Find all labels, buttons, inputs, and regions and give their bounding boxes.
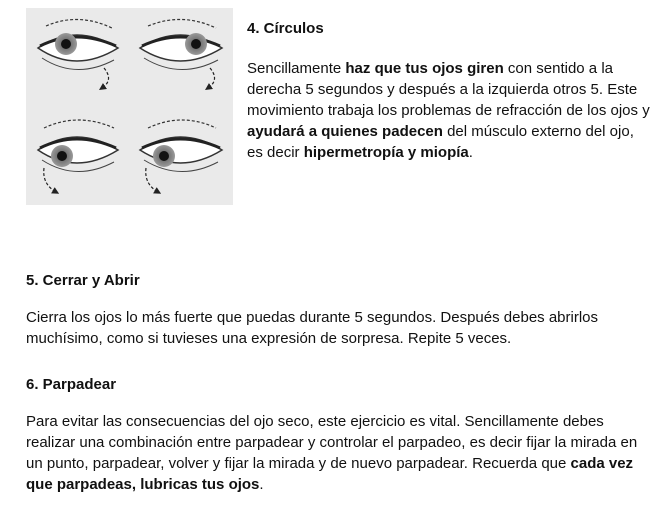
section-4-heading: 4. Círculos	[247, 20, 324, 37]
section-6	[26, 374, 646, 495]
eye-bottom-left	[38, 120, 118, 192]
section-4-paragraph	[247, 58, 652, 163]
emphasis-text: ayudará a quienes padecen	[247, 123, 443, 140]
section-5-heading: 5. Cerrar y Abrir	[26, 272, 140, 289]
text-run: .	[468, 144, 473, 161]
eye-bottom-right	[140, 120, 222, 192]
emphasis-text: hipermetropía y miopía	[303, 144, 469, 161]
section-6-heading: 6. Parpadear	[26, 376, 117, 393]
text-run: del músculo externo del ojo, es decir	[247, 123, 634, 161]
text-run: Sencillamente	[247, 60, 346, 77]
eye-top-left	[38, 19, 118, 88]
emphasis-text: haz que tus ojos giren	[345, 60, 504, 77]
section-4	[247, 18, 652, 163]
text-run: con sentido a la derecha 5 segundos y después a la izquierda otros 5. Este movimiento trabaja los problemas de refracción de los ojos y	[247, 60, 650, 119]
text-run: Para evitar las consecuencias del ojo seco, este ejercicio es vital. Sencillamente debes realizar una combinación entre parpadear y controlar el parpadeo, es decir fijar la mirada en un punto, parpadear, volver y fijar la mirada y de nuevo parpadear. Recuerda que	[26, 413, 638, 472]
section-6-paragraph	[26, 411, 646, 495]
section-5	[26, 270, 646, 349]
section-5-paragraph: Cierra los ojos lo más fuerte que puedas durante 5 segundos. Después debes abrirlos muchísimo, como si tuvieses una expresión de sorpresa. Repite 5 veces.	[26, 309, 599, 347]
eye-rotation-exercise-icon	[26, 8, 233, 205]
eye-top-right	[140, 19, 222, 88]
eye-exercise-illustration	[26, 8, 233, 205]
emphasis-text: cada vez que parpadeas, lubricas tus ojos	[26, 455, 634, 493]
text-run: .	[259, 476, 264, 493]
